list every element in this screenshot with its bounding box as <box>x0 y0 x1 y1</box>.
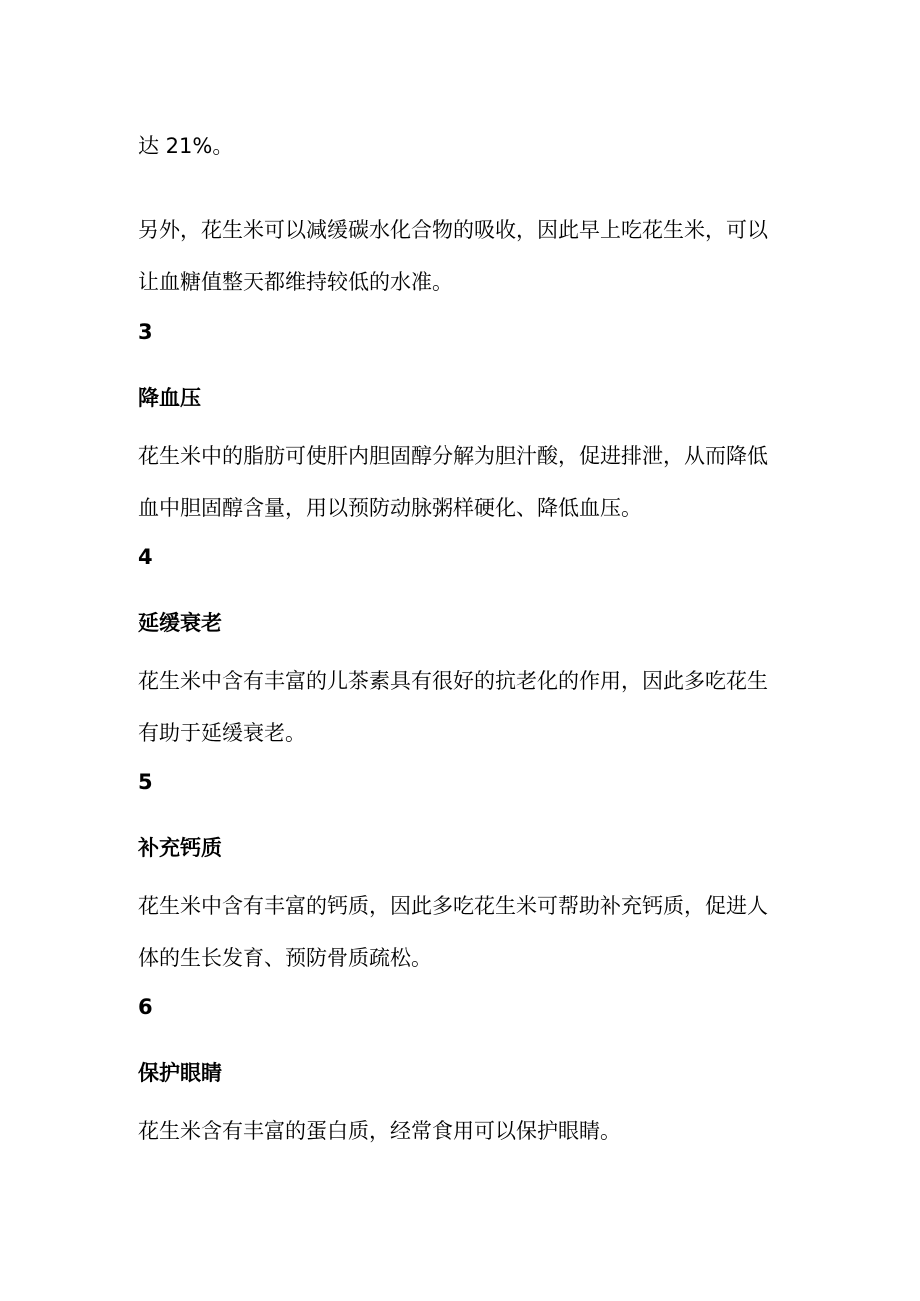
section-heading-4: 延缓衰老 <box>138 611 222 635</box>
section-heading-3: 降血压 <box>138 386 201 410</box>
section-number-4: 4 <box>138 545 153 569</box>
section-body-6: 花生米含有丰富的蛋白质，经常食用可以保护眼睛。 <box>138 1119 621 1143</box>
section-heading-6: 保护眼睛 <box>138 1061 222 1085</box>
paragraph-blood-sugar: 另外，花生米可以减缓碳水化合物的吸收，因此早上吃花生米，可以让血糖值整天都维持较低的水准。 <box>138 218 768 294</box>
section-heading-5: 补充钙质 <box>138 836 222 860</box>
paragraph-continuation: 达 21%。 <box>138 134 234 158</box>
section-body-3: 花生米中的脂肪可使肝内胆固醇分解为胆汁酸，促进排泄，从而降低血中胆固醇含量，用以预防动脉粥样硬化、降低血压。 <box>138 444 768 520</box>
section-number-6: 6 <box>138 995 153 1019</box>
section-body-5: 花生米中含有丰富的钙质，因此多吃花生米可帮助补充钙质，促进人体的生长发育、预防骨质疏松。 <box>138 894 768 970</box>
section-number-3: 3 <box>138 320 153 344</box>
section-number-5: 5 <box>138 770 153 794</box>
section-body-4: 花生米中含有丰富的儿茶素具有很好的抗老化的作用，因此多吃花生有助于延缓衰老。 <box>138 669 768 745</box>
